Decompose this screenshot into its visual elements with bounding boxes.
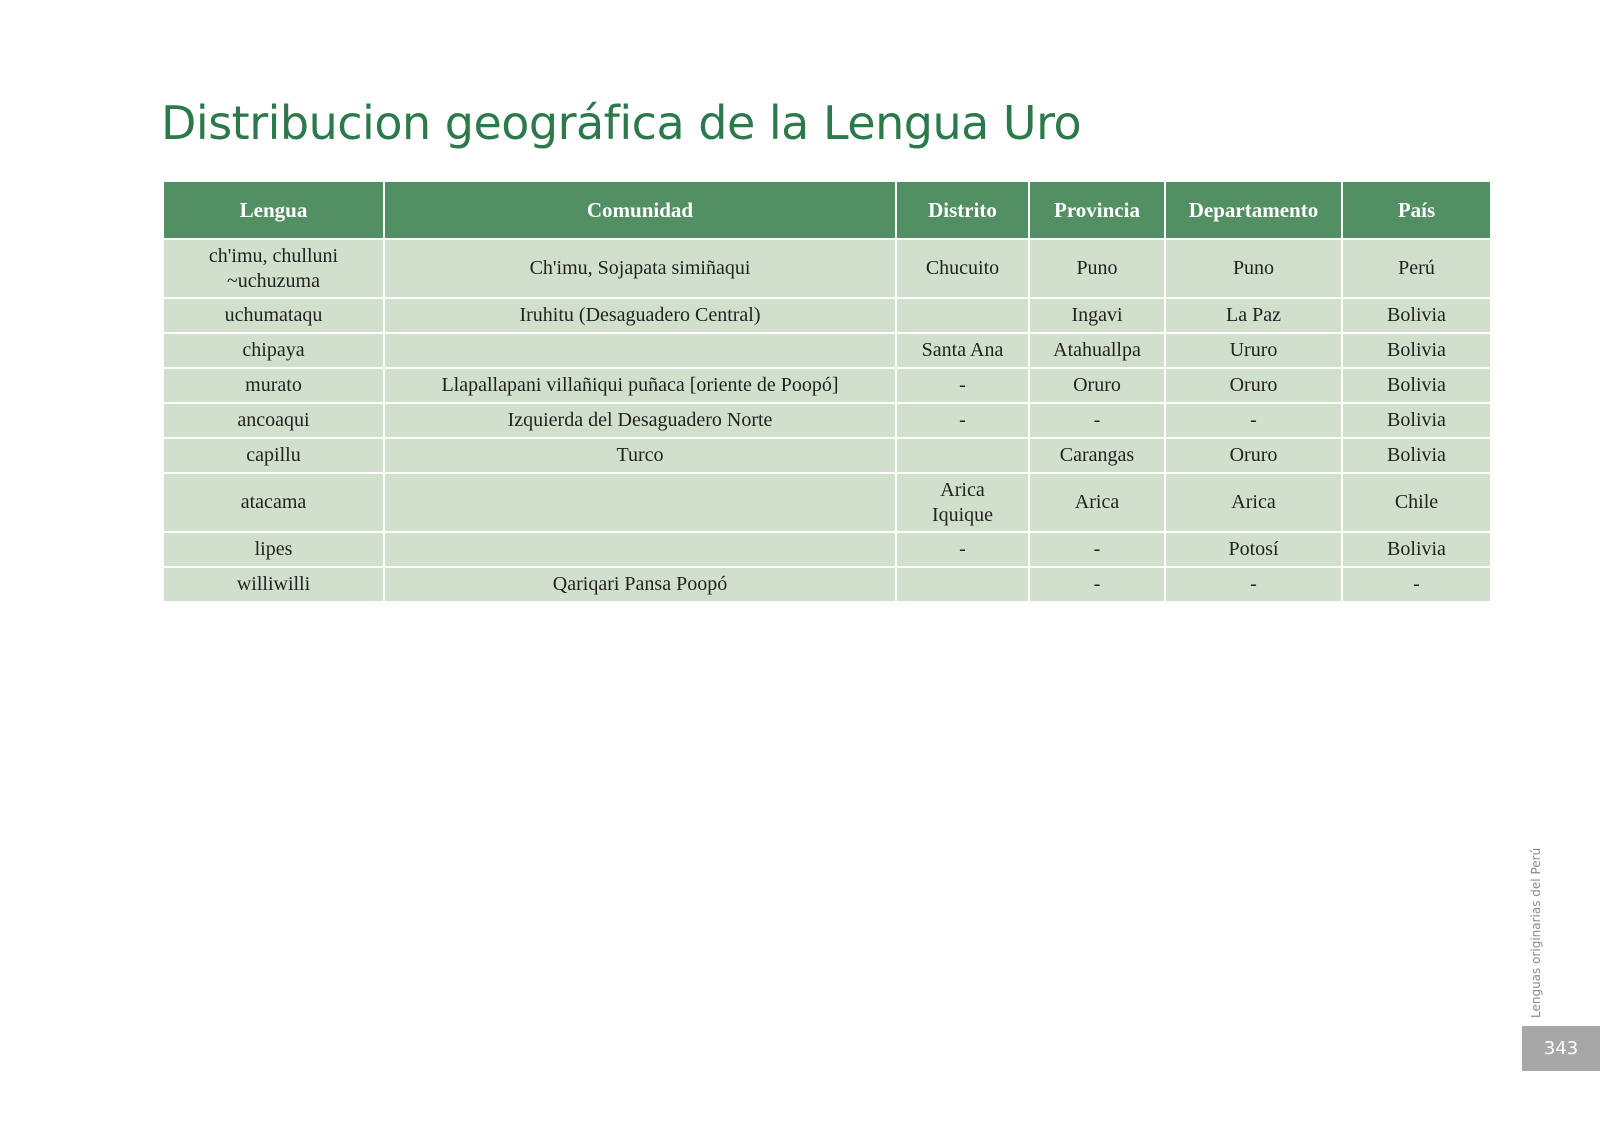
cell-provincia: Oruro: [1029, 368, 1165, 403]
column-header-provincia: Provincia: [1029, 181, 1165, 239]
distribution-table-container: [162, 180, 1490, 603]
distribution-table: [162, 180, 1492, 603]
cell-pais: Bolivia: [1342, 532, 1491, 567]
cell-departamento: Potosí: [1165, 532, 1342, 567]
cell-distrito: -: [896, 368, 1029, 403]
column-header-distrito: Distrito: [896, 181, 1029, 239]
cell-comunidad: Qariqari Pansa Poopó: [384, 567, 896, 602]
cell-lengua: uchumataqu: [163, 298, 384, 333]
column-header-departamento: Departamento: [1165, 181, 1342, 239]
cell-departamento: La Paz: [1165, 298, 1342, 333]
cell-lengua: williwilli: [163, 567, 384, 602]
column-header-pais: País: [1342, 181, 1491, 239]
cell-comunidad: Izquierda del Desaguadero Norte: [384, 403, 896, 438]
cell-lengua: chipaya: [163, 333, 384, 368]
cell-departamento: Ururo: [1165, 333, 1342, 368]
cell-distrito: Santa Ana: [896, 333, 1029, 368]
cell-lengua: atacama: [163, 473, 384, 532]
cell-comunidad: [384, 333, 896, 368]
cell-provincia: Arica: [1029, 473, 1165, 532]
cell-lengua: lipes: [163, 532, 384, 567]
cell-distrito: Chucuito: [896, 239, 1029, 298]
cell-departamento: Puno: [1165, 239, 1342, 298]
cell-pais: Bolivia: [1342, 333, 1491, 368]
cell-comunidad: [384, 532, 896, 567]
cell-provincia: Ingavi: [1029, 298, 1165, 333]
table-row: [163, 438, 1491, 473]
cell-departamento: -: [1165, 403, 1342, 438]
book-title-side-label: Lenguas originarias del Perú: [1529, 847, 1543, 1018]
cell-pais: Bolivia: [1342, 298, 1491, 333]
cell-comunidad: Iruhitu (Desaguadero Central): [384, 298, 896, 333]
table-row: [163, 298, 1491, 333]
cell-departamento: Oruro: [1165, 368, 1342, 403]
table-row: [163, 333, 1491, 368]
cell-lengua: ancoaqui: [163, 403, 384, 438]
cell-lengua: murato: [163, 368, 384, 403]
cell-provincia: -: [1029, 532, 1165, 567]
cell-comunidad: Turco: [384, 438, 896, 473]
cell-pais: Perú: [1342, 239, 1491, 298]
cell-pais: -: [1342, 567, 1491, 602]
cell-distrito: [896, 567, 1029, 602]
table-row: [163, 368, 1491, 403]
column-header-lengua: Lengua: [163, 181, 384, 239]
cell-provincia: -: [1029, 403, 1165, 438]
page-number: 343: [1522, 1026, 1600, 1071]
column-header-comunidad: Comunidad: [384, 181, 896, 239]
cell-comunidad: [384, 473, 896, 532]
cell-distrito: -: [896, 532, 1029, 567]
cell-pais: Bolivia: [1342, 368, 1491, 403]
table-row: [163, 473, 1491, 532]
cell-lengua: ch'imu, chulluni ~uchuzuma: [163, 239, 384, 298]
cell-departamento: Arica: [1165, 473, 1342, 532]
cell-lengua: capillu: [163, 438, 384, 473]
cell-provincia: Puno: [1029, 239, 1165, 298]
cell-comunidad: Llapallapani villañiqui puñaca [oriente de Poopó]: [384, 368, 896, 403]
table-row: [163, 403, 1491, 438]
cell-provincia: Carangas: [1029, 438, 1165, 473]
page-title: Distribucion geográfica de la Lengua Uro: [161, 96, 1082, 150]
cell-comunidad: Ch'imu, Sojapata simiñaqui: [384, 239, 896, 298]
cell-pais: Bolivia: [1342, 403, 1491, 438]
table-row: [163, 567, 1491, 602]
cell-departamento: Oruro: [1165, 438, 1342, 473]
cell-distrito: Arica Iquique: [896, 473, 1029, 532]
cell-pais: Chile: [1342, 473, 1491, 532]
cell-distrito: [896, 438, 1029, 473]
cell-provincia: Atahuallpa: [1029, 333, 1165, 368]
cell-departamento: -: [1165, 567, 1342, 602]
cell-provincia: -: [1029, 567, 1165, 602]
cell-distrito: [896, 298, 1029, 333]
table-row: [163, 239, 1491, 298]
table-row: [163, 532, 1491, 567]
cell-pais: Bolivia: [1342, 438, 1491, 473]
table-header-row: [163, 181, 1491, 239]
cell-distrito: -: [896, 403, 1029, 438]
